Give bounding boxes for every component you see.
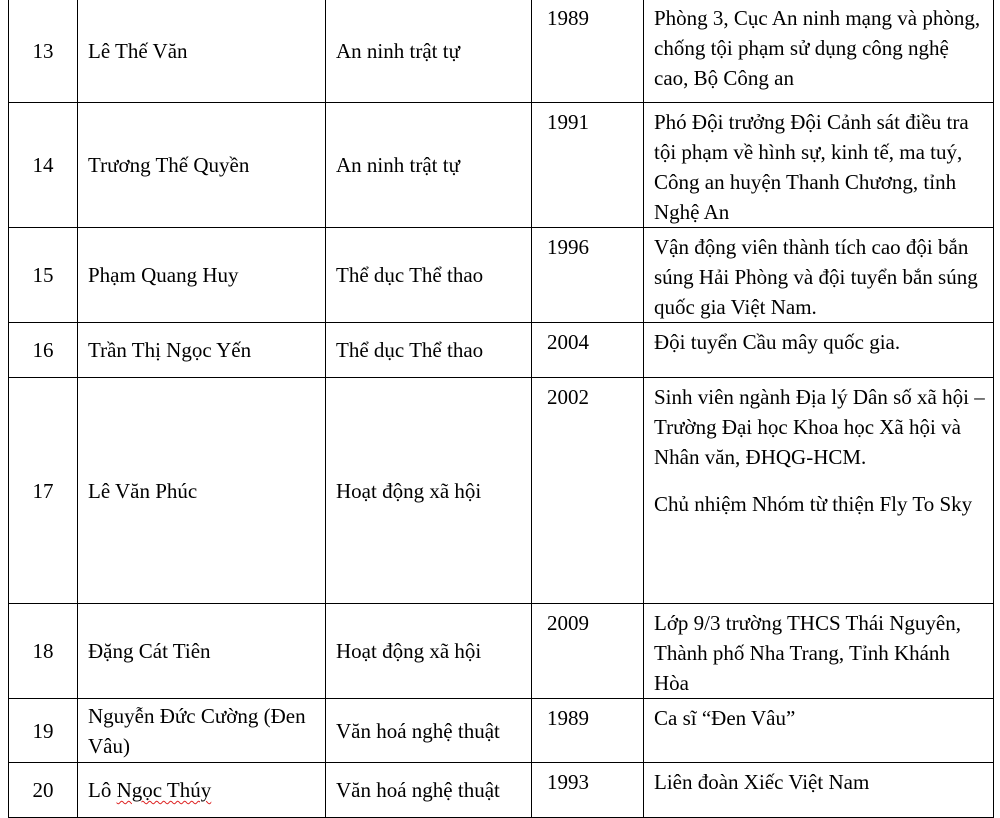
- row-number: 16: [9, 323, 78, 378]
- row-number: 17: [9, 378, 78, 604]
- table-row: [9, 763, 994, 818]
- description-paragraph: Ca sĩ “Đen Vâu”: [654, 706, 796, 730]
- award-field: An ninh trật tự: [326, 0, 532, 103]
- birth-year: 1989: [532, 699, 644, 763]
- table-row: [9, 0, 994, 103]
- award-field: An ninh trật tự: [326, 103, 532, 228]
- workplace-description: [644, 378, 994, 604]
- description-paragraph: Chủ nhiệm Nhóm từ thiện Fly To Sky: [654, 492, 973, 516]
- description-paragraph: Đội tuyển Cầu mây quốc gia.: [654, 330, 901, 354]
- description-paragraph: Lớp 9/3 trường THCS Thái Nguyên, Thành phố Nha Trang, Tỉnh Khánh Hòa: [654, 611, 961, 695]
- row-number: 20: [9, 763, 78, 818]
- award-field: Hoạt động xã hội: [326, 378, 532, 604]
- workplace-description: [644, 604, 994, 699]
- person-name: Lê Thế Văn: [78, 0, 326, 103]
- table-row: [9, 604, 994, 699]
- award-field: Hoạt động xã hội: [326, 604, 532, 699]
- award-field: Văn hoá nghệ thuật: [326, 699, 532, 763]
- text-cursor: [993, 740, 994, 766]
- birth-year: 1993: [532, 763, 644, 818]
- person-name: Trương Thế Quyền: [78, 103, 326, 228]
- table-row: [9, 378, 994, 604]
- description-paragraph: Vận động viên thành tích cao đội bắn súng Hải Phòng và đội tuyển bắn súng quốc gia Việt Nam.: [654, 235, 978, 319]
- workplace-description: [644, 103, 994, 228]
- description-paragraph: Phó Đội trưởng Đội Cảnh sát điều tra tội phạm về hình sự, kinh tế, ma tuý, Công an huyện Thanh Chương, tỉnh Nghệ An: [654, 110, 969, 224]
- spellcheck-flagged-word: Ngọc Thúy: [116, 778, 212, 802]
- birth-year: 2009: [532, 604, 644, 699]
- person-name: Đặng Cát Tiên: [78, 604, 326, 699]
- row-number: 19: [9, 699, 78, 763]
- workplace-description: [644, 228, 994, 323]
- table-row: [9, 228, 994, 323]
- awardees-table: [8, 0, 994, 818]
- table-row: [9, 103, 994, 228]
- table-row: [9, 323, 994, 378]
- description-paragraph: Phòng 3, Cục An ninh mạng và phòng, chống tội phạm sử dụng công nghệ cao, Bộ Công an: [654, 6, 981, 90]
- person-name: Phạm Quang Huy: [78, 228, 326, 323]
- workplace-description: [644, 699, 994, 763]
- workplace-description: [644, 763, 994, 818]
- table-row: [9, 699, 994, 763]
- birth-year: 1989: [532, 0, 644, 103]
- award-field: Thể dục Thể thao: [326, 228, 532, 323]
- award-field: Thể dục Thể thao: [326, 323, 532, 378]
- person-name: [78, 763, 326, 818]
- row-number: 13: [9, 0, 78, 103]
- award-field: Văn hoá nghệ thuật: [326, 763, 532, 818]
- name-prefix: Lô: [88, 778, 117, 802]
- description-paragraph: Liên đoàn Xiếc Việt Nam: [654, 770, 870, 794]
- person-name: Trần Thị Ngọc Yến: [78, 323, 326, 378]
- birth-year: 2002: [532, 378, 644, 604]
- description-paragraph: Sinh viên ngành Địa lý Dân số xã hội – Trường Đại học Khoa học Xã hội và Nhân văn, ĐHQG-HCM.: [654, 385, 985, 469]
- person-name: Lê Văn Phúc: [78, 378, 326, 604]
- person-name: Nguyễn Đức Cường (Đen Vâu): [78, 699, 326, 763]
- workplace-description: [644, 0, 994, 103]
- row-number: 15: [9, 228, 78, 323]
- birth-year: 1991: [532, 103, 644, 228]
- row-number: 18: [9, 604, 78, 699]
- birth-year: 1996: [532, 228, 644, 323]
- workplace-description: [644, 323, 994, 378]
- birth-year: 2004: [532, 323, 644, 378]
- row-number: 14: [9, 103, 78, 228]
